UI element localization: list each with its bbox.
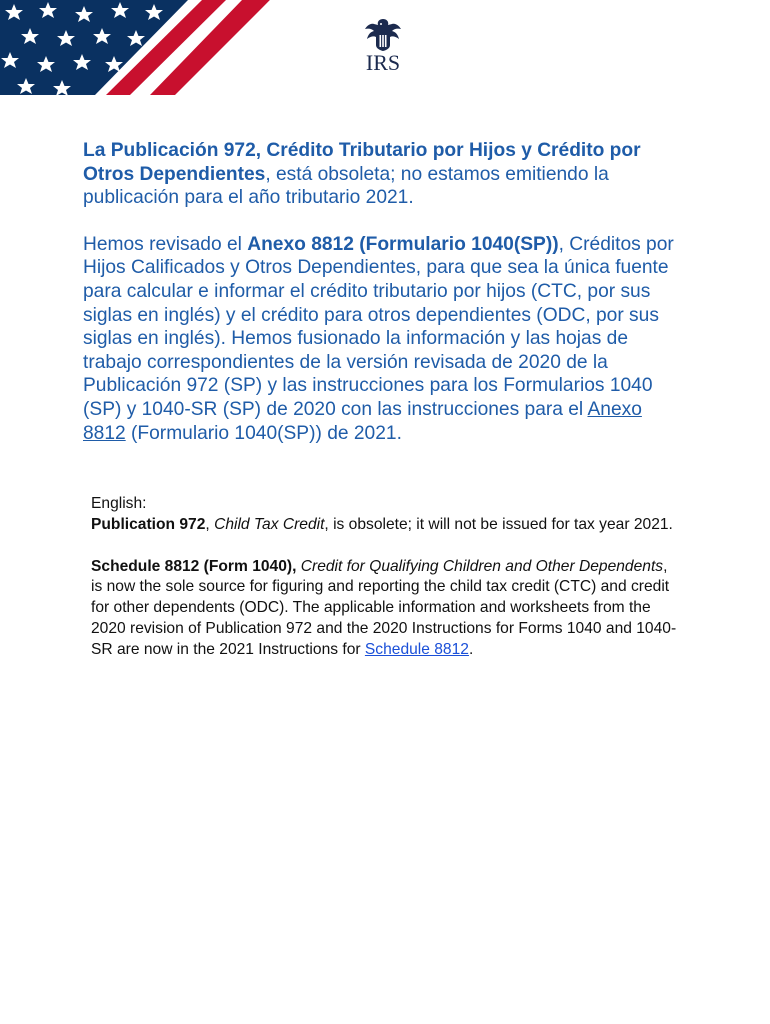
english-paragraph-1	[91, 515, 681, 536]
english-obsolete-text: , is obsolete; it will not be issued for tax year 2021.	[324, 515, 673, 533]
english-pub-subtitle: Child Tax Credit	[214, 515, 325, 533]
spanish-notice	[83, 139, 683, 445]
english-heading: English:	[91, 495, 147, 512]
spanish-paragraph-1	[83, 139, 683, 210]
spanish-paragraph-2	[83, 233, 683, 445]
english-schedule-title: Schedule 8812 (Form 1040),	[91, 557, 301, 575]
english-notice	[91, 494, 681, 661]
us-flag-icon	[0, 0, 270, 95]
spanish-obsolete-text: , está obsoleta; no estamos emitiendo la publicación para el año tributario 2021.	[83, 163, 609, 209]
spanish-pub-title: La Publicación 972, Crédito Tributario por Hijos y Crédito por Otros Dependientes	[83, 140, 641, 185]
english-p2-tail: .	[468, 640, 474, 658]
english-schedule-subtitle: Credit for Qualifying Children and Other Dependents	[300, 557, 664, 575]
spanish-schedule-title: Anexo 8812 (Formulario 1040(SP))	[247, 233, 559, 255]
anexo-8812-link[interactable]: Anexo 8812	[83, 398, 642, 444]
english-pub-title: Publication 972	[91, 515, 206, 533]
spanish-p2-lead: Hemos revisado el	[83, 233, 248, 255]
english-paragraph-2	[91, 557, 681, 661]
irs-eagle-icon	[362, 18, 404, 52]
irs-logo-text: IRS	[365, 50, 401, 75]
english-p2-body: , is now the sole source for figuring and reporting the child tax credit (CTC) and credit for other dependents (ODC). The applicable information and worksheets from the 2020 revision of Publication 972 and the 2020 Instructions for Forms 1040 and 1040-SR are now in the 2021 Instructions for	[91, 557, 677, 658]
irs-logo	[358, 18, 408, 76]
english-p1-sep: ,	[205, 515, 215, 533]
spanish-p2-body: , Créditos por Hijos Calificados y Otros Dependientes, para que sea la única fuente para calcular e informar el crédito tributario por hijos (CTC, por sus siglas en inglés) y el crédito para otros dependientes (ODC, por sus siglas en inglés). Hemos fusionado la información y las hojas de trabajo correspondientes de la versión revisada de 2020 de la Publicación 972 (SP) y las instrucciones para los Formularios 1040 (SP) y 1040-SR (SP) de 2020 con las instrucciones para el	[83, 233, 674, 420]
schedule-8812-link[interactable]: Schedule 8812	[364, 640, 469, 658]
spanish-p2-tail: (Formulario 1040(SP)) de 2021.	[125, 422, 402, 444]
